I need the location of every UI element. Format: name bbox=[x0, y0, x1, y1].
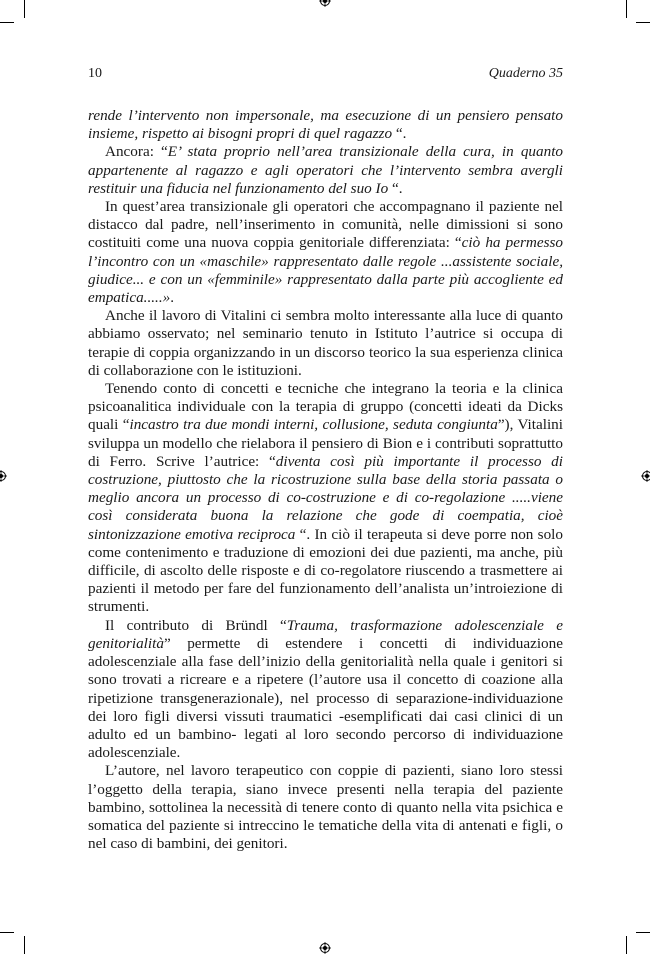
text-segment: “. bbox=[388, 179, 403, 197]
italic-quote: Trauma, trasformazione adolescenziale e genitorialità bbox=[88, 616, 563, 652]
paragraph bbox=[88, 307, 563, 380]
page-number: 10 bbox=[88, 66, 102, 81]
body-text bbox=[88, 107, 563, 853]
crop-mark-top-left bbox=[24, 0, 25, 18]
text-segment: Il contributo di Bründl “ bbox=[105, 616, 287, 634]
running-head bbox=[88, 66, 563, 82]
text-segment: L’autore, nel lavoro terapeutico con coppie di pazienti, siano loro stessi l’oggetto della terapia, siano invece presenti nella terapia del paziente bambino, sottolinea la necessità di tenere conto di quanto nella vita psichica e somatica del paziente si intreccino le tematiche della vita di antenati e figli, o nel caso di bambini, dei genitori. bbox=[88, 762, 563, 853]
text-segment: “. bbox=[392, 125, 407, 143]
text-segment: Ancora: “ bbox=[105, 143, 168, 161]
text-segment: . bbox=[170, 289, 175, 307]
crop-mark-bottom-left-h bbox=[0, 932, 14, 933]
paragraph bbox=[88, 380, 563, 617]
italic-quote: diventa così più importante il processo di costruzione, piuttosto che la ricostruzione sulla base della storia passata o meglio ancora un processo di co-costruzione e di co-regolazione .....viene così considerata buona la relazione che gode di coempatia, cioè sintonizzazione emotiva reciproca bbox=[88, 452, 563, 543]
crop-mark-top-left-h bbox=[0, 22, 14, 23]
crop-mark-top-right-h bbox=[636, 22, 650, 23]
text-segment: In quest’area transizionale gli operatori che accompagnano il paziente nel distacco dal padre, nell’inserimento in comunità, nelle dimissioni si sono costituiti come una nuova coppia genitoriale differenziata: “ bbox=[88, 198, 563, 252]
text-segment: Anche il lavoro di Vitalini ci sembra molto interessante alla luce di quanto abbiamo osservato; nel seminario tenuto in Istituto l’autrice si occupa di terapie di coppia organizzando in un discorso teorico la sua esperienza clinica di collaborazione con le istituzioni. bbox=[88, 307, 563, 379]
paragraph bbox=[88, 617, 563, 763]
italic-quote: incastro tra due mondi interni, collusione, seduta congiunta bbox=[129, 416, 498, 434]
paragraph bbox=[88, 143, 563, 198]
text-segment: ” permette di estendere i concetti di individuazione adolescenziale alla fase dell’inizio della genitorialità nella quale i genitori si sono trovati a ricreare e a ripetere (l’autore usa il concetto di coazione alla ripetizione transgenerazionale), nel processo di separazione-individuazione dei loro figli diversi vissuti traumatici -esemplificati dai casi clinici di un adulto ed un bambino- legati al loro secondo percorso di individuazione adolescenziale. bbox=[88, 634, 563, 762]
registration-mark-bottom-icon bbox=[319, 942, 331, 954]
crop-mark-bottom-left bbox=[24, 936, 25, 954]
text-segment: “. In ciò il terapeuta si deve porre non solo come contenimento e traduzione di emozioni dei due pazienti, ma anche, più difficile, di ascolto delle risposte e di co-regolatore riuscendo a trasmettere ai pazienti il metodo per fare del funzionamento dell’analista un’introiezione di strumenti. bbox=[88, 525, 563, 616]
crop-mark-bottom-right-h bbox=[636, 932, 650, 933]
paragraph bbox=[88, 107, 563, 143]
text-segment: ”), Vitalini sviluppa un modello che rielabora il pensiero di Bion e i contributi soprattutto di Ferro. Scrive l’autrice: “ bbox=[88, 416, 563, 470]
crop-mark-top-right bbox=[626, 0, 627, 18]
paragraph bbox=[88, 762, 563, 853]
journal-title: Quaderno 35 bbox=[488, 66, 563, 81]
italic-quote: E’ stata proprio nell’area transizionale della cura, in quanto appartenente al ragazzo e agli operatori che l’intervento sembra avergli restituir una fiducia nel funzionamento del suo Io bbox=[88, 143, 564, 197]
registration-mark-top-icon bbox=[319, 0, 331, 7]
italic-quote: ciò ha permesso l’incontro con un «maschile» rappresentato dalle regole ...assistente sociale, giudice... e con un «femminile» rappresentato dalla parte più accogliente ed empatica.....» bbox=[88, 234, 563, 307]
registration-mark-right-icon bbox=[641, 470, 650, 482]
italic-quote: rende l’intervento non impersonale, ma esecuzione di un pensiero pensato insieme, rispetto ai bisogni propri di quel ragazzo bbox=[88, 107, 563, 143]
paragraph bbox=[88, 198, 563, 307]
text-segment: Tenendo conto di concetti e tecniche che integrano la teoria e la clinica psicoanalitica individuale con la terapia di gruppo (concetti ideati da Dicks quali “ bbox=[88, 380, 563, 434]
crop-mark-bottom-right bbox=[626, 936, 627, 954]
registration-mark-left-icon bbox=[0, 470, 7, 482]
